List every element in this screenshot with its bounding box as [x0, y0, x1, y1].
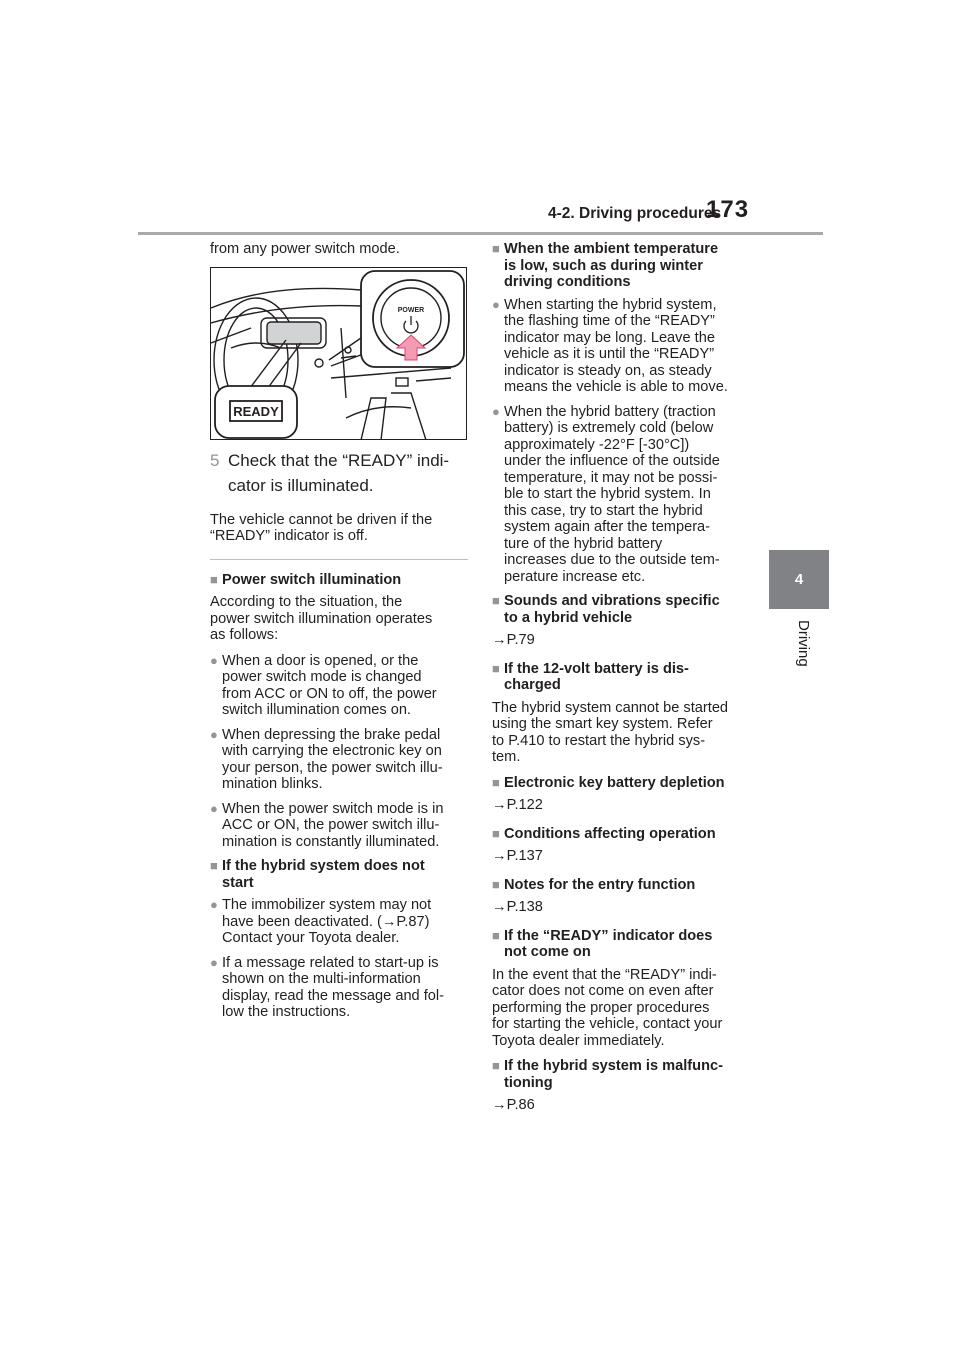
heading-entry-function-notes: ■ Notes for the entry function [492, 876, 696, 893]
list-item: ● When the hybrid battery (traction battery) is extremely cold (below approximately -22°F [-30°C]) under the influence of the outside temperature, it may not be possi- ble to start the hybrid system. In this case, try to start the hybrid system again after the tempera- ture of the hybrid battery increases due to the outside tem- perature increase etc. [492, 403, 720, 585]
left-column [210, 241, 468, 1029]
square-bullet-icon: ■ [492, 927, 500, 943]
round-bullet-icon: ● [492, 403, 500, 419]
list-item: ● If a message related to start-up is shown on the multi-information display, read the message and fol- low the instructions. [210, 954, 445, 1020]
page-number: 173 [706, 196, 750, 223]
heading-power-switch-illumination: ■ Power switch illumination [210, 571, 402, 588]
round-bullet-icon: ● [210, 954, 218, 970]
step-note: The vehicle cannot be driven if the “READY” indicator is off. [210, 511, 433, 544]
list-item: ● The immobilizer system may not have been deactivated. (→P.87) Contact your Toyota dealer. [210, 897, 432, 946]
step-text: Check that the “READY” indi- cator is illuminated. [228, 450, 450, 495]
paragraph: The hybrid system cannot be started using the smart key system. Refer to P.410 to restart the hybrid sys- tem. [492, 699, 729, 765]
heading-conditions-affecting-operation: ■ Conditions affecting operation [492, 825, 716, 842]
round-bullet-icon: ● [210, 800, 218, 816]
header-divider [138, 232, 823, 235]
square-bullet-icon: ■ [492, 241, 500, 256]
heading-key-battery-depletion: ■ Electronic key battery depletion [492, 774, 725, 791]
heading-sounds-vibrations: ■ Sounds and vibrations specific to a hybrid vehicle [492, 593, 720, 626]
paragraph: According to the situation, the power switch illumination operates as follows: [210, 594, 433, 643]
page-reference-link[interactable]: →P.138 [492, 899, 543, 915]
square-bullet-icon: ■ [492, 876, 500, 892]
section-divider [210, 559, 468, 560]
heading-ambient-temperature-low: ■ When the ambient temperature is low, such as during winter driving conditions [492, 241, 719, 290]
dashboard-drawing [211, 268, 467, 440]
intro-text: from any power switch mode. [210, 241, 400, 257]
ready-indicator-label: READY [233, 403, 279, 419]
list-item: ● When depressing the brake pedal with carrying the electronic key on your person, the power switch illu- mination blinks. [210, 726, 443, 792]
heading-hybrid-malfunctioning: ■ If the hybrid system is malfunc- tioning [492, 1058, 723, 1091]
power-button-label: POWER [397, 306, 425, 314]
list-item: ● When a door is opened, or the power switch mode is changed from ACC or ON to off, the power switch illumination comes on. [210, 652, 437, 718]
heading-12-volt-battery: ■ If the 12-volt battery is dis- charged [492, 660, 689, 693]
square-bullet-icon: ■ [492, 593, 500, 608]
dashboard-illustration [210, 267, 467, 440]
round-bullet-icon: ● [210, 652, 218, 668]
paragraph: In the event that the “READY” indi- cator does not come on even after performing the proper procedures for starting the vehicle, contact your Toyota dealer immediately. [492, 966, 723, 1049]
page-reference-link[interactable]: →P.137 [492, 848, 543, 864]
step-5 [210, 448, 468, 498]
square-bullet-icon: ■ [210, 858, 218, 873]
right-column [492, 241, 750, 1126]
square-bullet-icon: ■ [492, 1058, 500, 1073]
square-bullet-icon: ■ [492, 774, 500, 790]
chapter-label: Driving [795, 620, 812, 667]
square-bullet-icon: ■ [492, 825, 500, 841]
section-title: 4-2. Driving procedures [548, 205, 722, 222]
round-bullet-icon: ● [210, 897, 218, 912]
chapter-tab: 4 [769, 550, 829, 609]
page-reference-link[interactable]: →P.79 [492, 632, 535, 648]
list-item: ● When the power switch mode is in ACC or ON, the power switch illu- mination is constantly illuminated. [210, 800, 444, 850]
round-bullet-icon: ● [492, 296, 500, 312]
list-item: ● When starting the hybrid system, the flashing time of the “READY” indicator may be long. Leave the vehicle as it is until the “READY” indicator is steady on, as steady means the vehicle is able to move. [492, 296, 728, 395]
step-number: 5 [210, 450, 220, 470]
square-bullet-icon: ■ [492, 660, 500, 676]
heading-ready-not-on: ■ If the “READY” indicator does not come on [492, 927, 713, 960]
page-reference-link[interactable]: →P.86 [492, 1097, 535, 1113]
round-bullet-icon: ● [210, 726, 218, 742]
heading-hybrid-system-not-start: ■ If the hybrid system does not start [210, 858, 425, 891]
square-bullet-icon: ■ [210, 571, 218, 587]
page-reference-link[interactable]: →P.122 [492, 797, 543, 813]
